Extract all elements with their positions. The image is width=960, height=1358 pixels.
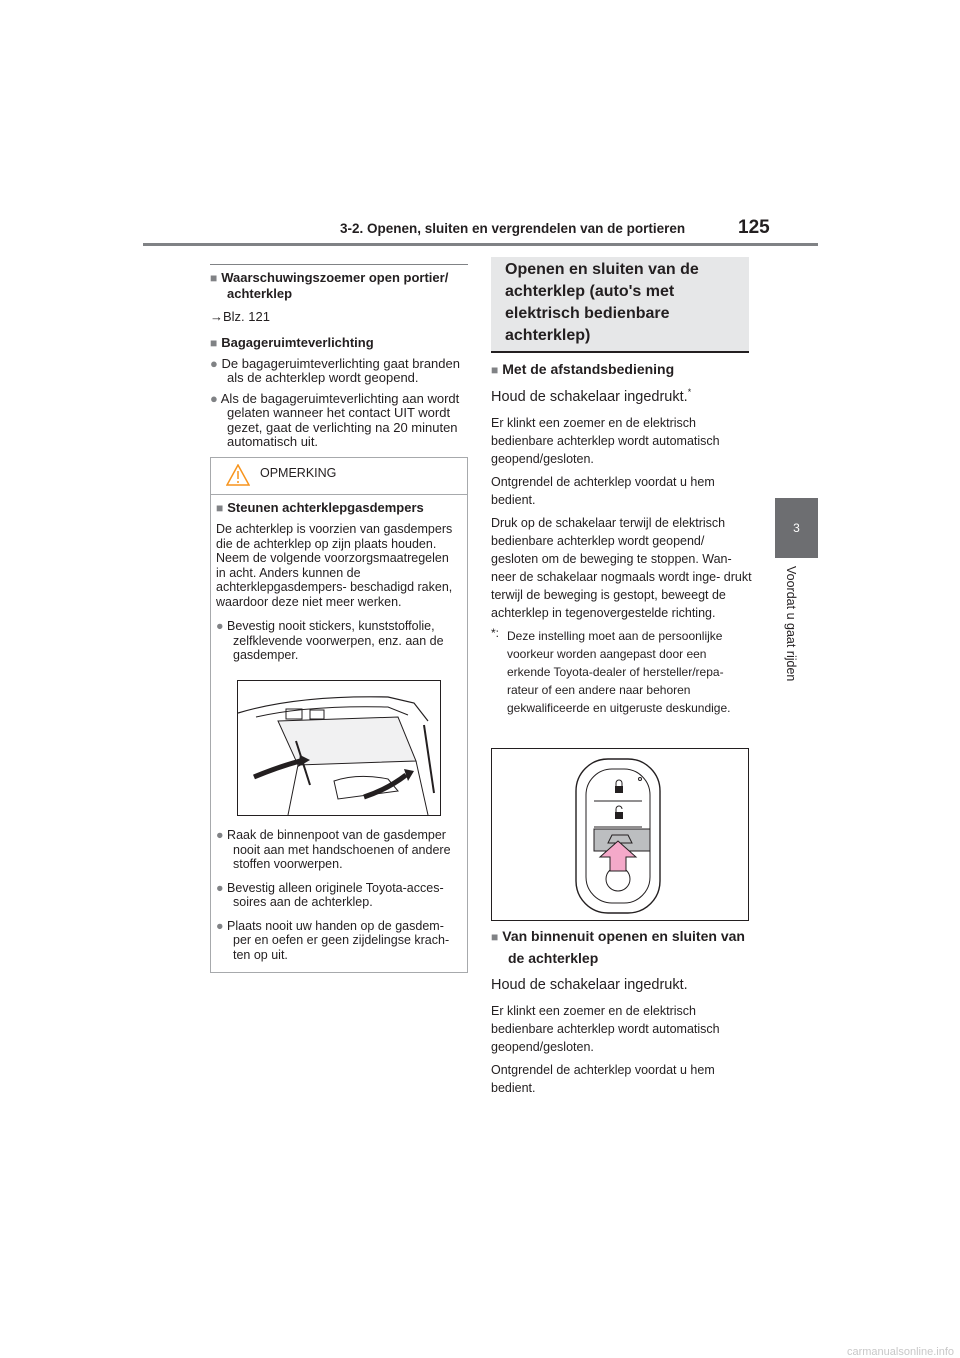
inside-instruction: Houd de schakelaar ingedrukt.	[491, 977, 688, 993]
square-bullet-icon: ■	[491, 930, 499, 944]
circle-bullet-icon: ●	[210, 355, 218, 371]
lighting-bullet: ● Als de bagageruimteverlichting aan wordt gelaten wanneer het contact UIT wordt gezet, gaat de verlichting na 20 minuten automatisch uit.	[210, 390, 460, 449]
header-divider	[143, 243, 818, 246]
remote-heading: Met de afstandsbediening	[502, 361, 675, 377]
key-fob-drawing	[492, 749, 748, 920]
remote-paragraph: Druk op de schakelaar terwijl de elektrisch bedienbare achterklep wordt geopend/ gesloten om de beweging te stoppen. Wan- neer de schakelaar nogmaals wordt inge- drukt terwijl de beweging is gestopt, beweegt de achterklep in tegenovergestelde richting.	[491, 515, 752, 620]
caution-icon	[226, 464, 250, 486]
notice-body	[216, 500, 461, 663]
watermark: carmanualsonline.info	[846, 1346, 954, 1358]
footnote	[491, 627, 753, 717]
chapter-tab[interactable]: 3	[775, 498, 818, 558]
section-title: 3-2. Openen, sluiten en vergrendelen van de portieren	[340, 221, 686, 236]
left-column-rule	[210, 264, 468, 265]
square-bullet-icon: ■	[216, 501, 224, 515]
remote-instruction: Houd de schakelaar ingedrukt.	[491, 388, 688, 405]
key-fob-illustration	[491, 748, 749, 921]
inside-paragraph: Er klinkt een zoemer en de elektrisch bedienbare achterklep wordt automatisch geopend/gesloten.	[491, 1004, 720, 1054]
remote-paragraph: Ontgrendel de achterklep voordat u hem bedient.	[491, 474, 715, 507]
footnote-text: Deze instelling moet aan de persoonlijke voorkeur worden aangepast door een erkende Toyota-dealer of hersteller/repa- rateur of een andere naar behoren gekwalificeerde en uitgeruste deskundige.	[507, 628, 731, 715]
warning-buzzer-heading: Waarschuwingszoemer open portier/ achterklep	[221, 270, 449, 301]
circle-bullet-icon: ●	[210, 390, 218, 406]
inside-section	[491, 926, 753, 1097]
circle-bullet-icon: ●	[216, 619, 224, 633]
square-bullet-icon: ■	[210, 335, 218, 350]
tailgate-strut-drawing	[238, 681, 440, 815]
section-heading: Openen en sluiten van de achterklep (auto's met elektrisch bedienbare achterklep)	[505, 261, 699, 344]
notice-header	[211, 458, 467, 495]
footnote-star: *	[687, 387, 692, 397]
tailgate-strut-illustration	[237, 680, 441, 816]
square-bullet-icon: ■	[491, 363, 499, 377]
notice-title: OPMERKING	[260, 466, 337, 480]
inside-heading: Van binnenuit openen en sluiten van de achterklep	[502, 928, 745, 966]
page-number: 125	[738, 217, 770, 238]
circle-bullet-icon: ●	[216, 828, 224, 842]
warning-buzzer-section	[210, 270, 460, 450]
warning-buzzer-ref[interactable]: →Blz. 121	[210, 309, 270, 324]
notice-bullet: ● Bevestig alleen originele Toyota-acces- soires aan de achterklep.	[216, 880, 444, 909]
notice-body-lower	[216, 828, 461, 962]
lighting-heading: Bagageruimteverlichting	[221, 334, 374, 350]
inside-paragraph: Ontgrendel de achterklep voordat u hem bedient.	[491, 1063, 715, 1095]
circle-bullet-icon: ●	[216, 880, 224, 895]
notice-bullet: ● Bevestig nooit stickers, kunststoffolie, zelfklevende voorwerpen, enz. aan de gasdemper.	[216, 619, 444, 662]
notice-intro: De achterklep is voorzien van gasdempers die de achterklep op zijn plaats houden. Neem de volgende voorzorgsmaatregelen in acht. Anders kunnen de achterklepgasdempers- beschadigd raken, waardoor deze niet meer werken.	[216, 522, 453, 609]
notice-bullet: ● Raak de binnenpoot van de gasdemper nooit aan met handschoenen of andere stoffen voorwerpen.	[216, 828, 451, 871]
notice-heading: Steunen achterklepgasdempers	[227, 500, 424, 515]
remote-paragraph: Er klinkt een zoemer en de elektrisch bedienbare achterklep wordt automatisch geopend/gesloten.	[491, 415, 720, 466]
footnote-mark: *:	[491, 625, 500, 640]
square-bullet-icon: ■	[210, 271, 218, 285]
remote-section	[491, 361, 753, 717]
notice-bullet: ● Plaats nooit uw handen op de gasdem- per en oefen er geen zijdelingse krach- ten op uit.	[216, 918, 450, 962]
lighting-bullet: ● De bagageruimteverlichting gaat branden als de achterklep wordt geopend.	[210, 355, 460, 385]
circle-bullet-icon: ●	[216, 918, 224, 933]
chapter-title: Voordat u gaat rijden	[784, 566, 798, 682]
